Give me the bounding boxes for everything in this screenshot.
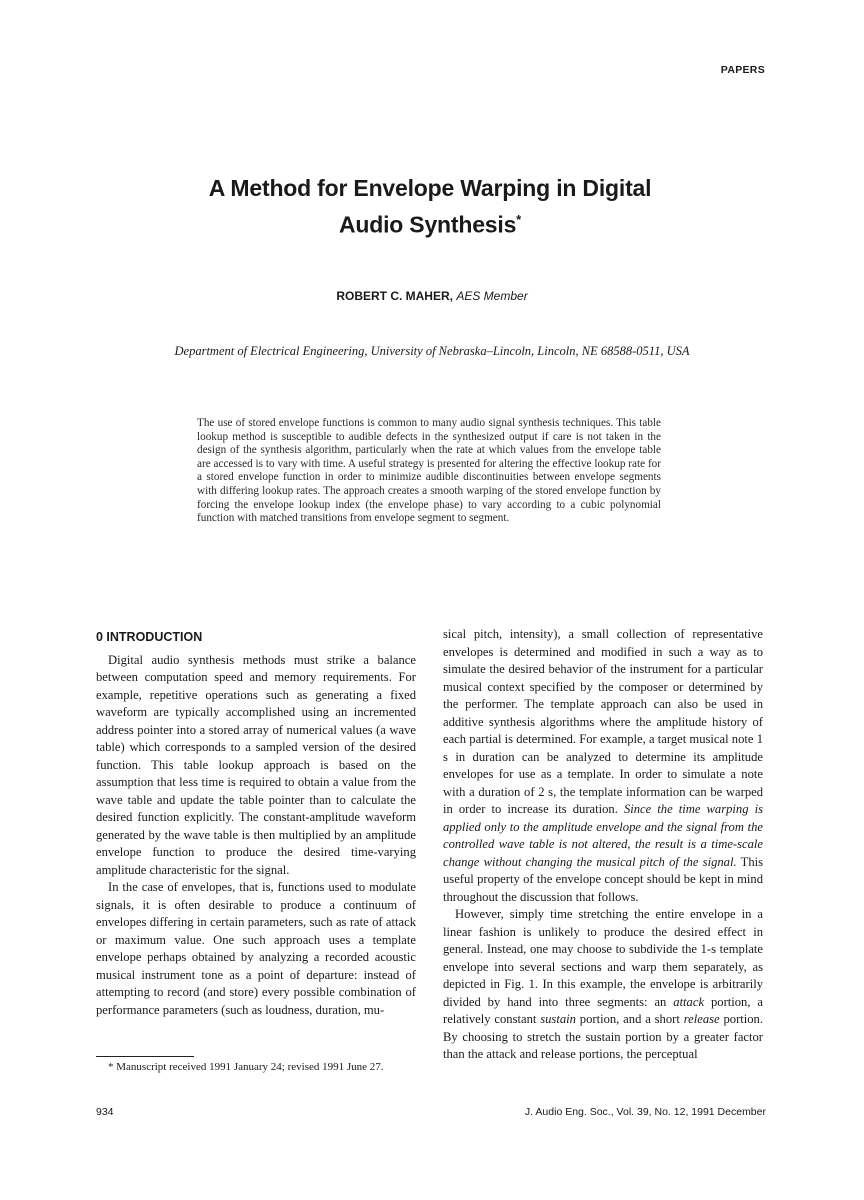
abstract: The use of stored envelope functions is common to many audio signal synthesis techniques. This table lookup method is susceptible to audible defects in the synthesized output if care is not taken in the design of the synthesis algorithm, particularly when the rate at which values from the envelope table are accessed is to vary with time. A useful strategy is presented for altering the effective lookup rate for a stored envelope function in order to minimize audible discontinuities between envelope segments with differing lookup rates. The approach creates a smooth warping of the stored envelope function by forcing the envelope lookup index (the envelope phase) to vary according to a cubic polynomial function with matched transitions from envelope segment to segment.: [197, 417, 661, 525]
body-paragraph: In the case of envelopes, that is, functions used to modulate signals, it is often desirable to produce a continuum of envelopes differing in certain parameters, such as rate of attack or maximum value. One such approach uses a template envelope perhaps obtained by analyzing a recorded acoustic musical instrument tone as a point of departure: instead of attempting to record (and store) every possible combination of performance parameters (such as loudness, duration, mu-: [96, 880, 416, 1017]
byline: [0, 289, 864, 303]
paragraph-text: This useful property of the envelope concept should be kept in mind throughout the discussion that follows.: [443, 854, 764, 904]
section-label: PAPERS: [720, 64, 765, 76]
body-paragraph: [443, 906, 763, 1064]
author-name: ROBERT C. MAHER,: [336, 289, 453, 303]
paragraph-text: However, simply time stretching the entire envelope in a linear fashion is unlikely to produce the desired effect in general. Instead, one may choose to subdivide the 1-s template envelope into several sections and warp them separately, as depicted in Fig. 1. In this example, the envelope is arbitrarily divided by hand into three segments: an: [443, 907, 763, 1009]
affiliation: Department of Electrical Engineering, University of Nebraska–Lincoln, Lincoln, NE 68588-0511, USA: [174, 344, 690, 358]
page-number: 934: [96, 1106, 114, 1118]
term-attack: attack: [673, 994, 705, 1009]
term-release: release: [683, 1012, 720, 1026]
body-paragraph: Digital audio synthesis methods must strike a balance between computation speed and memory requirements. For example, repetitive operations such as generating a fixed waveform are typically accomplished using an incremented address pointer into a stored array of numerical values (a wave table) which corresponds to a sampled version of the desired function. This table lookup approach is based on the assumption that less time is required to obtain a value from the wave table and update the table pointer than to calculate the desired function explicitly. The constant-amplitude waveform generated by the wave table is then multiplied by an amplitude envelope function to produce the desired time-varying amplitude characteristic for the signal.: [96, 652, 416, 877]
paper-title: [120, 172, 740, 241]
journal-reference: J. Audio Eng. Soc., Vol. 39, No. 12, 1991 December: [524, 1106, 766, 1118]
title-line-2-text: Audio Synthesis: [338, 211, 517, 238]
footnote-rule: [96, 1056, 194, 1057]
section-heading: 0 INTRODUCTION: [96, 630, 203, 644]
footnote: * Manuscript received 1991 January 24; revised 1991 June 27.: [108, 1061, 384, 1073]
paragraph-text: portion. By choosing to stretch the sustain portion by a greater factor than the attack and release portions, the perceptual: [443, 1012, 763, 1061]
author-membership: AES Member: [456, 289, 528, 303]
body-column-left: [96, 627, 416, 1019]
paragraph-text: portion, and a short: [579, 1012, 680, 1026]
title-line-2: [120, 204, 740, 241]
paragraph-emphasis: Since the time warping is applied only to the amplitude envelope and the signal from the controlled wave table is not altered, the result is a time-scale change without changing the musical pitch of the signal.: [443, 802, 763, 869]
body-paragraph: [443, 626, 763, 906]
paragraph-text: sical pitch, intensity), a small collection of representative envelopes is determined and modified in such a way as to simulate the desired behavior of the instrument for a particular musical context specified by the composer or determined by the performer. The template approach can also be used in additive synthesis algorithms where the amplitude history of each partial is determined. For example, a target musical note 1 s in duration can be analyzed to determine its amplitude envelopes for use as a template. In order to simulate a note with a duration of 2 s, the template information can be warped in order to increase its duration.: [443, 627, 763, 816]
title-line-1: A Method for Envelope Warping in Digital: [208, 175, 652, 201]
body-column-right: [443, 626, 763, 1064]
term-sustain: sustain: [540, 1012, 576, 1026]
paragraph-text: portion, a relatively constant: [443, 994, 763, 1026]
title-footnote-mark: *: [516, 212, 522, 227]
